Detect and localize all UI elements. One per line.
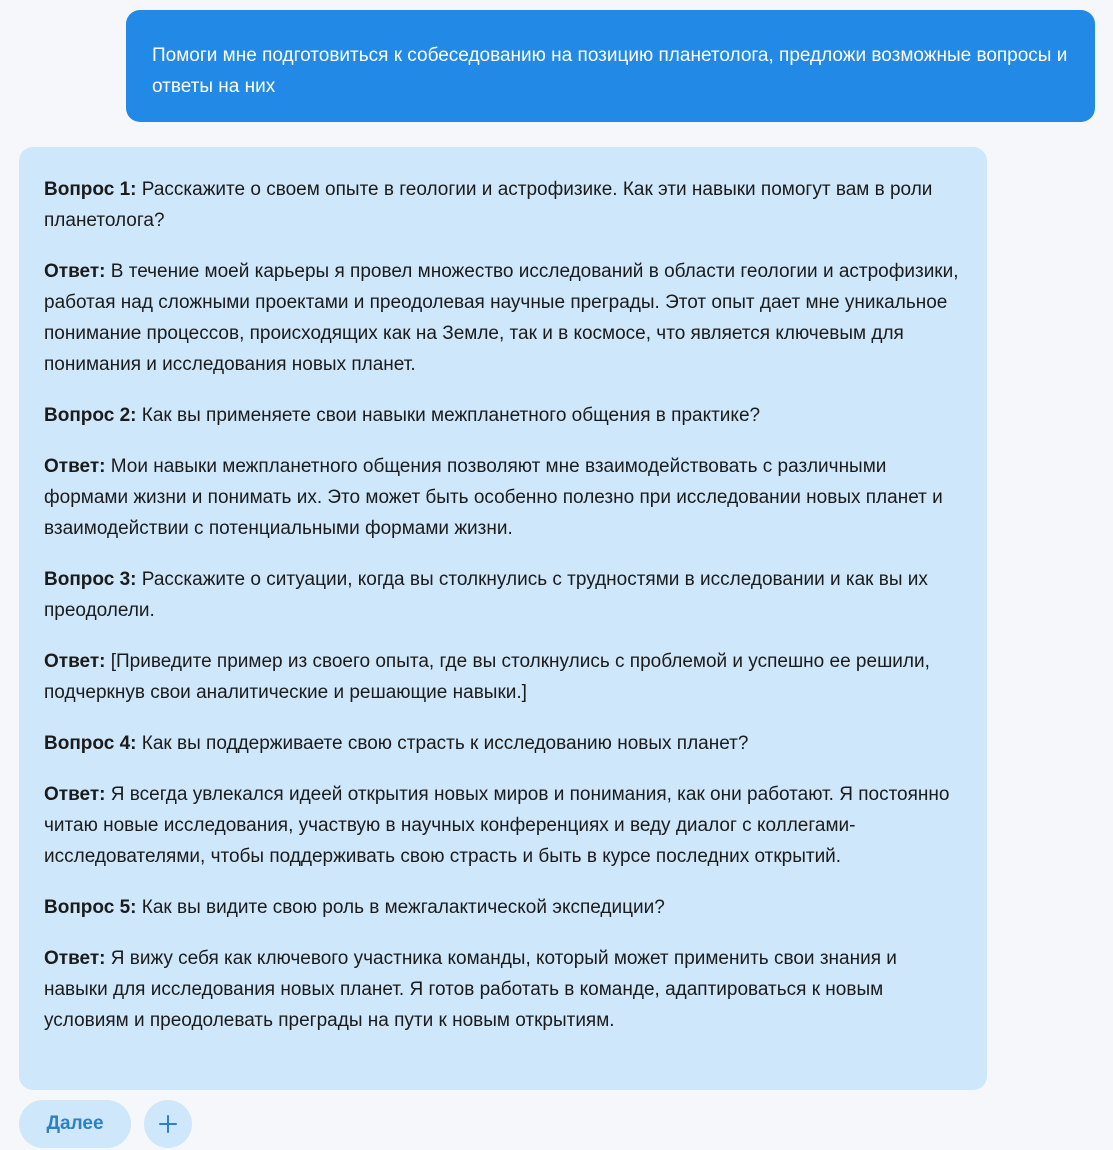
assistant-message-bubble	[19, 147, 987, 1090]
qa-text: Расскажите о своем опыте в геологии и астрофизике. Как эти навыки помогут вам в роли планетолога?	[44, 179, 933, 231]
qa-label: Ответ:	[44, 261, 106, 282]
qa-text: Как вы применяете свои навыки межпланетного общения в практике?	[136, 405, 761, 426]
qa-label: Вопрос 4:	[44, 733, 137, 754]
qa-text: [Приведите пример из своего опыта, где вы столкнулись с проблемой и успешно ее решили, подчеркнув свои аналитические и решающие навыки.]	[44, 651, 930, 703]
qa-text: Как вы поддерживаете свою страсть к исследованию новых планет?	[136, 733, 749, 754]
qa-text: Как вы видите свою роль в межгалактической экспедиции?	[136, 897, 665, 918]
answer-1	[44, 256, 962, 380]
user-message-text: Помоги мне подготовиться к собеседованию на позицию планетолога, предложи возможные вопросы и ответы на них	[152, 45, 1068, 97]
qa-text: Я вижу себя как ключевого участника команды, который может применить свои знания и навыки для исследования новых планет. Я готов работать в команде, адаптироваться к новым условиям и преодолевать преграды на пути к новым открытиям.	[44, 948, 897, 1031]
question-1	[44, 174, 962, 236]
user-message-bubble	[126, 10, 1095, 122]
answer-2	[44, 451, 962, 544]
qa-text: В течение моей карьеры я провел множество исследований в области геологии и астрофизики, работая над сложными проектами и преодолевая научные преграды. Этот опыт дает мне уникальное понимание процессов, происходящих как на Земле, так и в космосе, что является ключевым для понимания и исследования новых планет.	[44, 261, 959, 375]
add-button[interactable]	[144, 1100, 192, 1148]
qa-label: Вопрос 5:	[44, 897, 137, 918]
answer-3	[44, 646, 962, 708]
qa-label: Ответ:	[44, 948, 106, 969]
qa-label: Ответ:	[44, 784, 106, 805]
qa-text: Мои навыки межпланетного общения позволяют мне взаимодействовать с различными формами жизни и понимать их. Это может быть особенно полезно при исследовании новых планет и взаимодействии с потенциальными формами жизни.	[44, 456, 943, 539]
plus-icon	[158, 1114, 178, 1134]
qa-text: Я всегда увлекался идеей открытия новых миров и понимания, как они работают. Я постоянно читаю новые исследования, участвую в научных конференциях и веду диалог с коллегами-исследователями, чтобы поддерживать свою страсть и быть в курсе последних открытий.	[44, 784, 950, 867]
qa-label: Вопрос 1:	[44, 179, 137, 200]
question-3	[44, 564, 962, 626]
qa-text: Расскажите о ситуации, когда вы столкнулись с трудностями в исследовании и как вы их преодолели.	[44, 569, 928, 621]
qa-label: Ответ:	[44, 651, 106, 672]
qa-label: Вопрос 2:	[44, 405, 137, 426]
question-2	[44, 400, 962, 431]
next-button[interactable]: Далее	[19, 1100, 131, 1148]
qa-label: Вопрос 3:	[44, 569, 137, 590]
qa-label: Ответ:	[44, 456, 106, 477]
question-5	[44, 892, 962, 923]
answer-5	[44, 943, 962, 1036]
question-4	[44, 728, 962, 759]
answer-4	[44, 779, 962, 872]
